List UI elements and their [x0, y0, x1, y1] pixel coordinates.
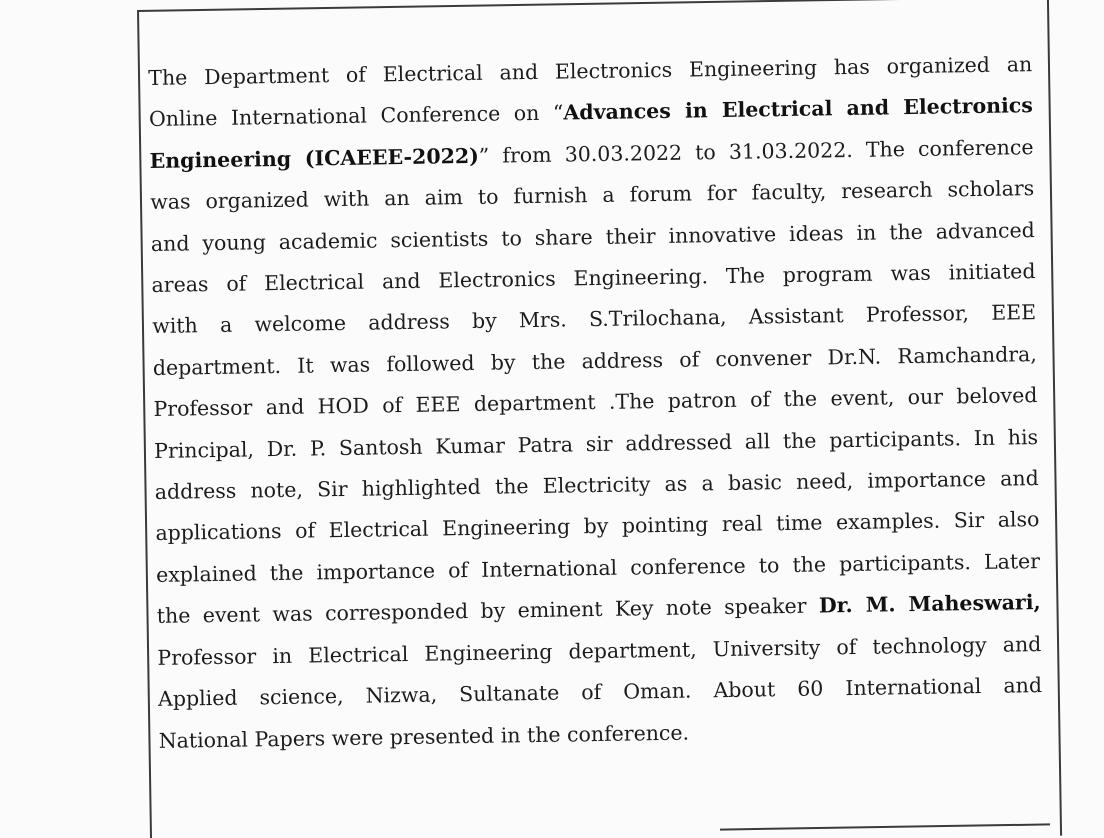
- text-run: National Papers were presented in the conference.: [158, 720, 690, 753]
- bold-text-run: Engineering (ICAEEE-2022): [149, 143, 480, 173]
- text-run: applications of Electrical Engineering by pointing real time examples. Sir also: [155, 507, 1040, 546]
- text-run: address note, Sir highlighted the Electricity as a basic need, importance and: [154, 466, 1039, 505]
- text-run: and young academic scientists to share their innovative ideas in the advanced: [150, 217, 1035, 256]
- text-run: the event was corresponded by eminent Key note speaker: [156, 593, 820, 629]
- text-run: explained the importance of International conference to the participants. Later: [155, 548, 1041, 587]
- text-run: Principal, Dr. P. Santosh Kumar Patra sir addressed all the participants. In his: [153, 424, 1039, 463]
- text-run: Professor in Electrical Engineering department, University of technology and: [157, 631, 1042, 670]
- text-run: Applied science, Nizwa, Sultanate of Oman. About 60 International and: [157, 673, 1043, 712]
- bold-text-run: Advances in Electrical and Electronics: [563, 93, 1034, 125]
- text-run: The Department of Electrical and Electronics Engineering has organized an: [148, 52, 1033, 90]
- text-run: Professor and HOD of EEE department .The patron of the event, our beloved: [153, 383, 1038, 422]
- text-run: was organized with an aim to furnish a forum for faculty, research scholars: [150, 176, 1035, 215]
- text-run: with a welcome address by Mrs. S.Trilochana, Assistant Professor, EEE: [152, 300, 1037, 339]
- text-run: ” from 30.03.2022 to 31.03.2022. The conference: [478, 134, 1034, 168]
- text-run: department. It was followed by the address of convener Dr.N. Ramchandra,: [152, 341, 1037, 380]
- text-run: areas of Electrical and Electronics Engineering. The program was initiated: [151, 259, 1036, 298]
- conference-report-paragraph: [148, 44, 1043, 762]
- bold-text-run: Dr. M. Maheswari,: [818, 590, 1041, 618]
- text-run: Online International Conference on “: [148, 100, 564, 132]
